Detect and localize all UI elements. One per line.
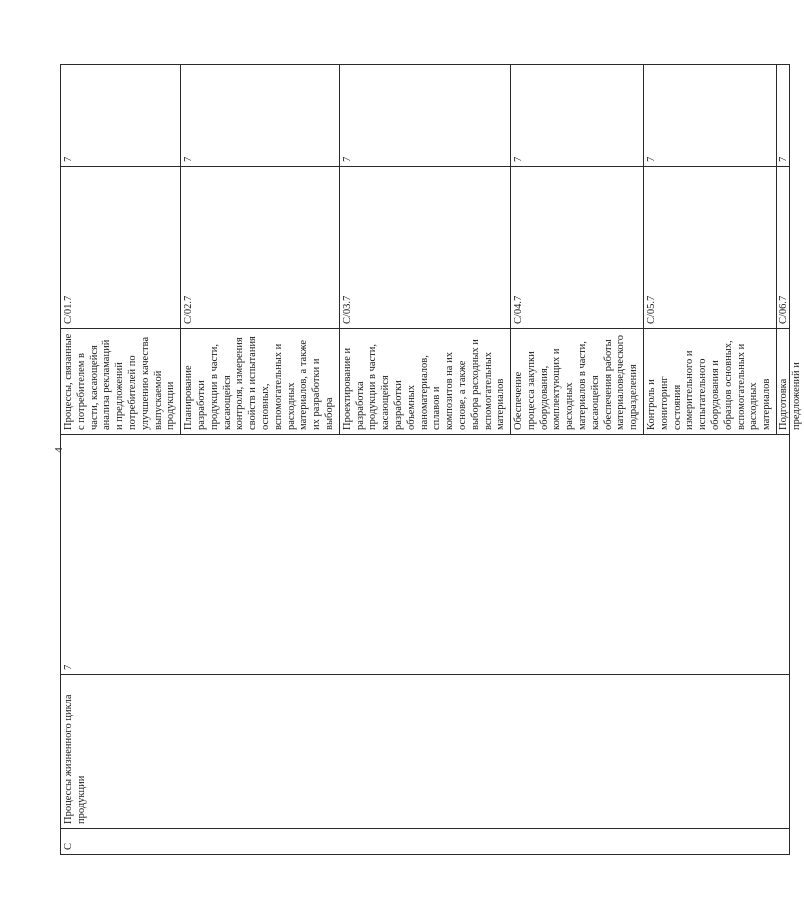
sublevel: 7 (644, 65, 777, 167)
labor-functions-table (60, 64, 802, 855)
sublevel: 7 (61, 65, 181, 167)
generalized-function-name: Процессы жизненного цикла продукции (61, 675, 790, 829)
page-number: 4 (52, 447, 65, 453)
labor-function-name: Процессы, связанные с потребителем в части, касающейся анализа рекламаций и предложений потребителей по улучшению качества выпускаемой продукции (61, 329, 181, 435)
labor-function-code: C/05.7 (644, 167, 777, 329)
labor-function-name: Обеспечение процесса закупки оборудования, комплектующих и расходных материалов в части, касающейся обеспечения работы материаловедческого подразделения (511, 329, 644, 435)
sublevel: 7 (511, 65, 644, 167)
labor-function-code: C/03.7 (339, 167, 510, 329)
labor-function-name (777, 329, 802, 435)
labor-function-name: Проектирование и разработка продукции в части, касающейся разработки объемных наноматериалов, сплавов и композитов на их основе, а также выбора расходных и вспомогательных материалов (339, 329, 510, 435)
labor-function-code: C/04.7 (511, 167, 644, 329)
labor-function-code: C/01.7 (61, 167, 181, 329)
labor-function-code-text: C/06.7 (778, 295, 790, 324)
table-row (61, 65, 181, 855)
labor-function-code (777, 167, 790, 329)
sublevel-text: 7 (778, 156, 790, 162)
labor-function-name: Планирование разработки продукции в части, касающейся контроля, измерения свойств и испытания основных, вспомогательных и расходных материалов, а также их разработки и выбора (181, 329, 340, 435)
sublevel: 7 (339, 65, 510, 167)
labor-function-name-text: Подготовка предложений и (778, 362, 802, 430)
generalized-function-code: C (61, 829, 790, 855)
sublevel: 7 (181, 65, 340, 167)
qualification-level: 7 (61, 435, 790, 675)
sublevel (777, 65, 790, 167)
rotated-table-wrapper (60, 65, 802, 855)
labor-function-name: Контроль и мониторинг состояния измерительного и испытательного оборудования и образцов основных, вспомогательных и расходных материалов (644, 329, 777, 435)
labor-function-code: C/02.7 (181, 167, 340, 329)
